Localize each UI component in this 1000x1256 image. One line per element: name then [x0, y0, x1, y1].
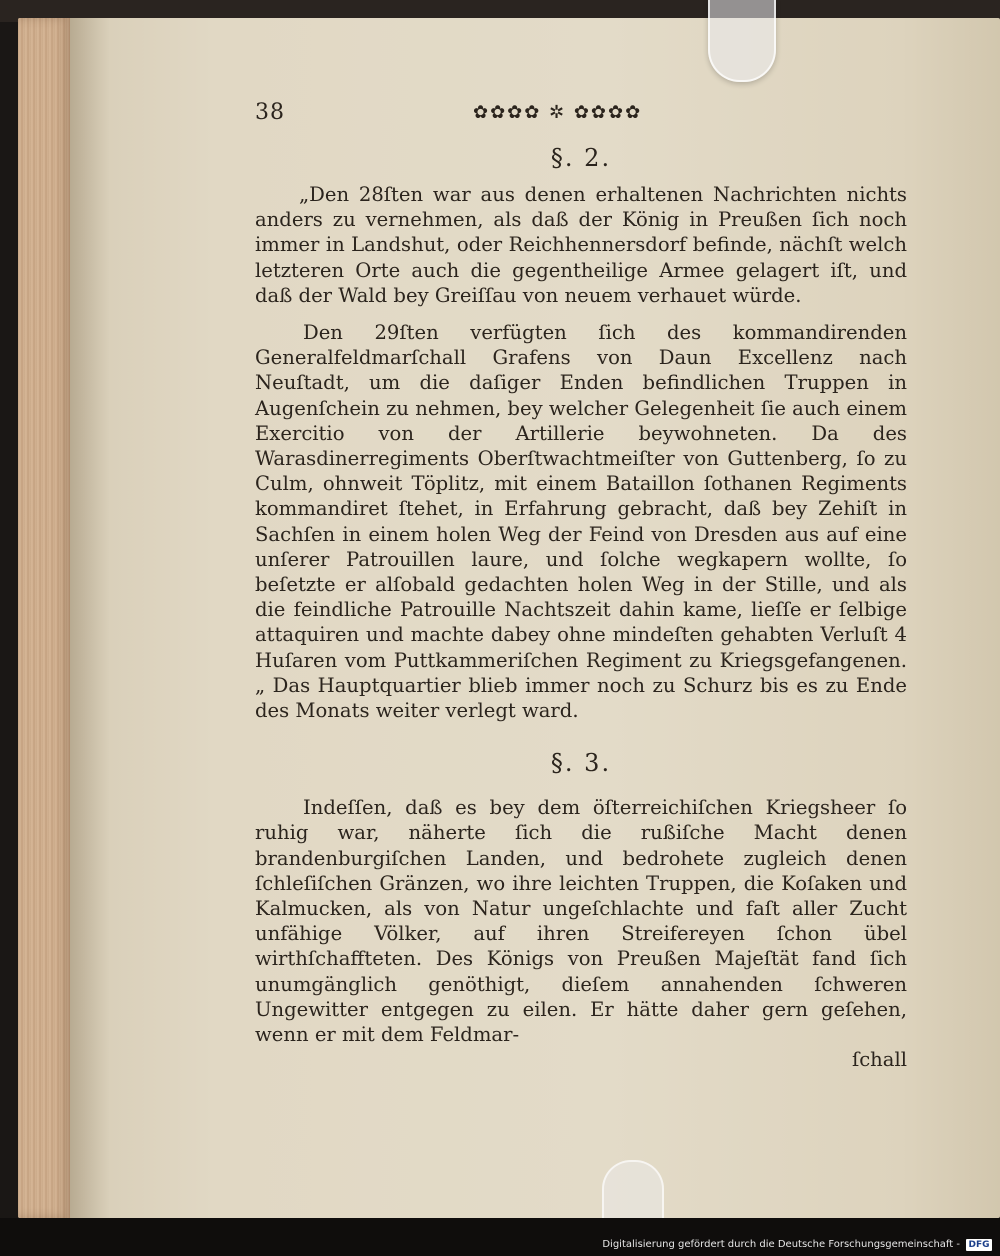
section-2-paragraph-1: „Den 28ſten war aus denen erhaltenen Nachrichten nichts anders zu vernehmen, als daß der König in Preußen ſich noch immer in Landshut, oder Reichhennersdorf befinde, nächſt welch letzteren Orte auch die gegentheilige Armee gelagert iſt, und daß der Wald bey Greiſſau von neuem verhauet würde.: [255, 183, 907, 307]
page-clamp-top: [708, 0, 776, 82]
page-text-block: [255, 100, 907, 1073]
digitization-credit: Digitalisierung gefördert durch die Deutsche Forschungsgemeinschaft -: [602, 1239, 960, 1250]
section-3-paragraph-1: Indeſſen, daß es bey dem öſterreichiſchen Kriegsheer ſo ruhig war, näherte ſich die rußiſche Macht denen brandenburgiſchen Landen, und bedrohete zugleich denen ſchleſiſchen Gränzen, wo ihre leichten Truppen, die Koſaken und Kalmucken, als von Natur ungeſchlachte und faſt aller Zucht unfähige Völker, auf ihren Streifereyen ſchon übel wirthſchaffteten. Des Königs von Preußen Majeſtät fand ſich unumgänglich genöthigt, dieſem annahenden ſchweren Ungewitter entgegen zu eilen. Er hätte daher gern geſehen, wenn er mit dem Feldmar-: [255, 796, 907, 1047]
page-number: 38: [255, 100, 285, 125]
gutter-shadow: [70, 18, 110, 1218]
catchword: ſchall: [851, 1048, 907, 1072]
running-head: [255, 100, 907, 130]
section-3-heading: §. 3.: [550, 749, 612, 778]
dfg-logo: DFG: [966, 1239, 992, 1251]
page-leaf-edge: [18, 18, 70, 1218]
section-2-heading: §. 2.: [550, 144, 612, 172]
header-ornament: ✿✿✿✿ ✲ ✿✿✿✿: [473, 102, 643, 123]
section-2-paragraph-2: Den 29ſten verfügten ſich des kommandirenden Generalfeldmarſchall Grafens von Daun Excellenz nach Neuſtadt, um die daſiger Enden befindlichen Truppen in Augenſchein zu nehmen, bey welcher Gelegenheit ſie auch einem Exercitio von der Artillerie beywohneten. Da des Warasdinerregiments Oberſtwachtmeiſter von Guttenberg, ſo zu Culm, ohnweit Töplitz, mit einem Bataillon ſothanen Regiments kommandiret ſtehet, in Erfahrung gebracht, daß bey Zehiſt in Sachſen in einem holen Weg der Feind von Dresden aus auf eine unſerer Patrouillen laure, und ſolche wegkapern wollte, ſo beſetzte er alſobald gedachten holen Weg in der Stille, und als die feindliche Patrouille Nachtszeit dahin kame, lieſſe er ſelbige attaquiren und machte dabey ohne mindeſten gehabten Verluſt 4 Huſaren vom Puttkammeriſchen Regiment zu Kriegsgefangenen. „ Das Hauptquartier blieb immer noch zu Schurz bis es zu Ende des Monats weiter verlegt ward.: [255, 321, 907, 723]
scan-footer-bar: [0, 1218, 1000, 1256]
